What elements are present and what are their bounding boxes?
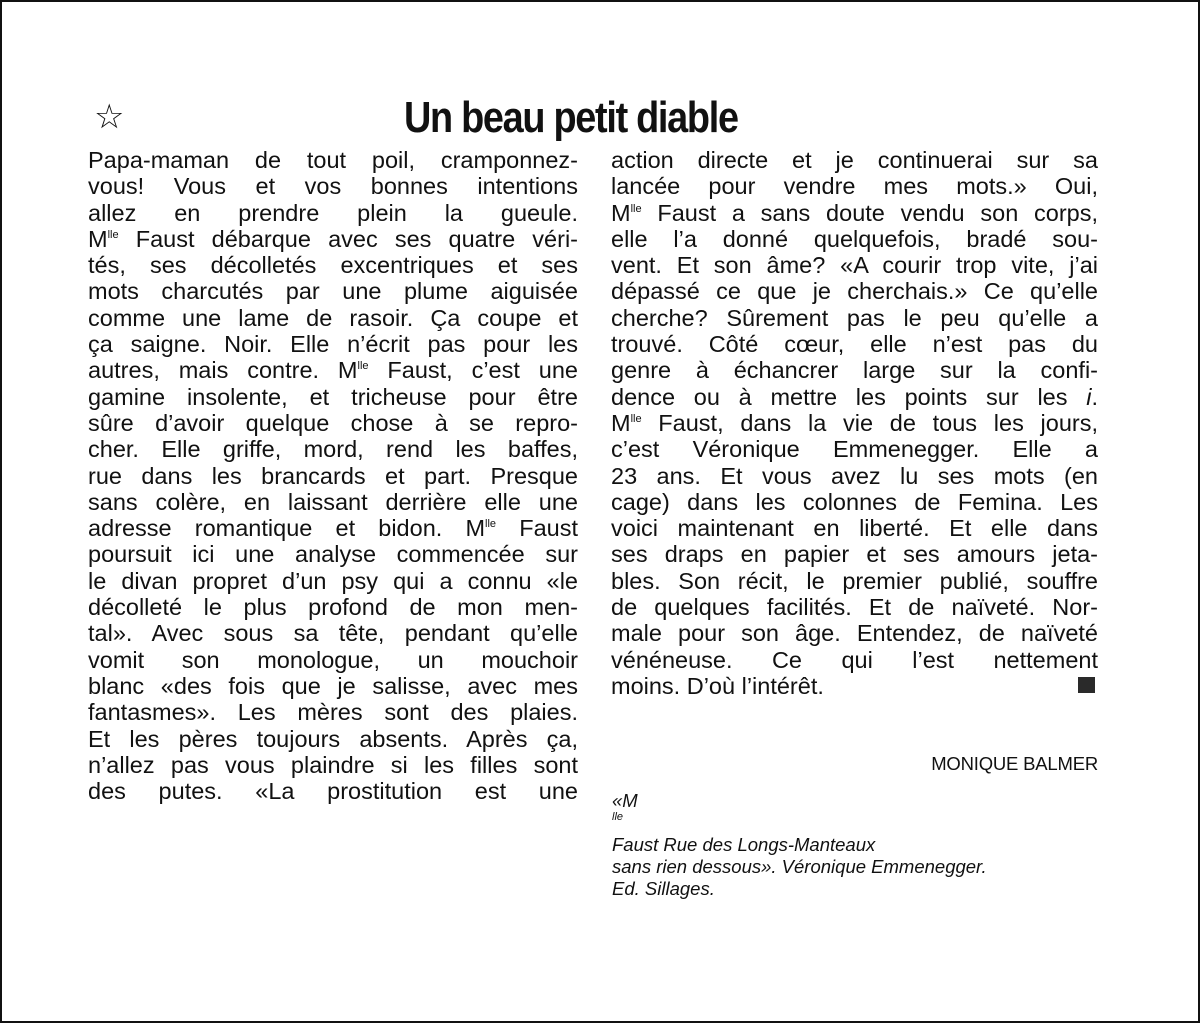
caption-line: «M $^{lle}$ Faust Rue des Longs-Manteaux — [612, 790, 876, 855]
article-line: cher. Elle griffe, mord, rend les baffes, — [88, 436, 578, 463]
article-line: dépassé ce que je cherchais.» Ce qu’elle — [611, 278, 1098, 305]
article-line: c’est Véronique Emmenegger. Elle a — [611, 436, 1098, 463]
article-line: vous! Vous et vos bonnes intentions — [88, 173, 578, 200]
caption-line: Ed. Sillages. — [612, 878, 715, 899]
author-signature: MONIQUE BALMER — [931, 753, 1098, 774]
star-outline-icon: ☆ — [94, 97, 125, 137]
article-line: tal». Avec sous sa tête, pendant qu’elle — [88, 620, 578, 647]
article-line: poursuit ici une analyse commencée sur — [88, 541, 578, 568]
article-line: cherche? Sûrement pas le peu qu’elle a — [611, 304, 1098, 331]
article-column-right — [611, 147, 1098, 699]
article-line: moins. D’où l’intérêt. — [611, 673, 1098, 699]
article-line: rue dans les brancards et part. Presque — [88, 462, 578, 489]
article-line: vénéneuse. Ce qui l’est nettement — [611, 646, 1098, 673]
article-line: le divan propret d’un psy qui a connu «le — [88, 567, 578, 594]
article-line: vent. Et son âme? «A courir trop vite, j’ai — [611, 252, 1098, 279]
article-line: comme une lame de rasoir. Ça coupe et — [88, 304, 578, 331]
article-line: dence ou à mettre les points sur les i. — [611, 383, 1098, 410]
article-title: Un beau petit diable — [404, 93, 738, 142]
article-line: décolleté le plus profond de mon men- — [88, 594, 578, 621]
article-line: ses draps en papier et ses amours jeta- — [611, 541, 1098, 568]
end-square-icon — [1078, 677, 1095, 693]
article-column-left — [88, 147, 578, 804]
article-line: $M^{lle}$ Faust a sans doute vendu son corps, — [611, 199, 1098, 226]
article-line: 23 ans. Et vous avez lu ses mots (en — [611, 462, 1098, 489]
article-line: action directe et je continuerai sur sa — [611, 147, 1098, 173]
article-line: des putes. «La prostitution est une — [88, 778, 578, 805]
article-line: lancée pour vendre mes mots.» Oui, — [611, 173, 1098, 200]
article-line: sûre d’avoir quelque chose à se repro- — [88, 409, 578, 436]
article-line: allez en prendre plein la gueule. — [88, 199, 578, 226]
article-line: blanc «des fois que je salisse, avec mes — [88, 672, 578, 699]
article-line: $M^{lle}$ Faust, dans la vie de tous les jours, — [611, 409, 1098, 436]
book-caption — [612, 790, 1099, 900]
article-line: de quelques facilités. Et de naïveté. Nor- — [611, 594, 1098, 621]
article-line: n’allez pas vous plaindre si les filles sont — [88, 751, 578, 778]
article-line: male pour son âge. Entendez, de naïveté — [611, 620, 1098, 647]
article-line: voici maintenant en liberté. Et elle dans — [611, 515, 1098, 542]
article-line: vomit son monologue, un mouchoir — [88, 646, 578, 673]
article-line: cage) dans les colonnes de Femina. Les — [611, 488, 1098, 515]
article-line: Papa-maman de tout poil, cramponnez- — [88, 147, 578, 173]
article-line: adresse romantique et bidon. $M^{lle}$ Faust — [88, 515, 578, 542]
article-line: fantasmes». Les mères sont des plaies. — [88, 699, 578, 726]
article-line: ça saigne. Noir. Elle n’écrit pas pour les — [88, 331, 578, 358]
article-line: $M^{lle}$ Faust débarque avec ses quatre véri- — [88, 225, 578, 252]
article-line: Et les pères toujours absents. Après ça, — [88, 725, 578, 752]
article-line: tés, ses décolletés excentriques et ses — [88, 252, 578, 279]
article-line: autres, mais contre. $M^{lle}$ Faust, c’est une — [88, 357, 578, 384]
article-line: bles. Son récit, le premier publié, souffre — [611, 567, 1098, 594]
article-line: gamine insolente, et tricheuse pour être — [88, 383, 578, 410]
article-line: mots charcutés par une plume aiguisée — [88, 278, 578, 305]
article-line: sans colère, en laissant derrière elle une — [88, 488, 578, 515]
article-line: trouvé. Côté cœur, elle n’est pas du — [611, 331, 1098, 358]
article-line: genre à échancrer large sur la confi- — [611, 357, 1098, 384]
article-line: elle l’a donné quelquefois, bradé sou- — [611, 225, 1098, 252]
caption-line: sans rien dessous». Véronique Emmenegger. — [612, 856, 987, 877]
